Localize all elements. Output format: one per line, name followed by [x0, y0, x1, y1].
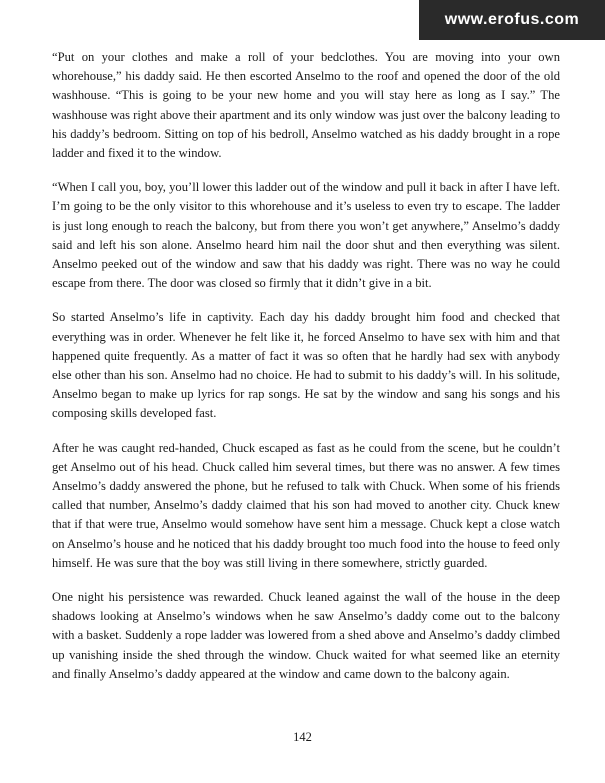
watermark-text: www.erofus.com — [444, 11, 580, 28]
site-watermark — [419, 0, 605, 40]
page-body — [52, 48, 560, 699]
paragraph-5: One night his persistence was rewarded. Chuck leaned against the wall of the house in the deep shadows looking at Anselmo’s windows when he saw Anselmo’s daddy come out to the balcony with a basket. Suddenly a rope ladder was lowered from a shed above and Anselmo’s daddy climbed up vanishing inside the shed through the window. Chuck waited for what seemed like an eternity and finally Anselmo’s daddy appeared at the window and came down to the balcony again. — [52, 590, 560, 681]
paragraph-3: So started Anselmo’s life in captivity. Each day his daddy brought him food and checked that everything was in order. Whenever he felt like it, he forced Anselmo to have sex with him and that happened quite frequently. As a matter of fact it was so often that he hardly had sex with anybody else other than his son. Anselmo had no choice. He had to submit to his daddy’s will. In his solitude, Anselmo began to make up lyrics for rap songs. He sat by the window and sang his songs and his composing skills developed fast. — [52, 310, 560, 421]
paragraph-1: “Put on your clothes and make a roll of your bedclothes. You are moving into your own whorehouse,” his daddy said. He then escorted Anselmo to the roof and opened the door of the old washhouse. “This is going to be your new home and you will stay here as long as I say.” The washhouse was right above their apartment and its only window was just over the balcony leading to his daddy’s bedroom. Sitting on top of his bedroll, Anselmo watched as his daddy brought in a rope ladder and fixed it to the window. — [52, 50, 560, 161]
paragraph-2: “When I call you, boy, you’ll lower this ladder out of the window and pull it back in after I have left. I’m going to be the only visitor to this whorehouse and it’s useless to even try to escape. The ladder is just long enough to reach the balcony, but from there you won’t get anywhere,” Anselmo’s daddy said and left his son alone. Anselmo heard him nail the door shut and then everything was silent. Anselmo peeked out of the window and saw that his daddy was right. There was no way he could escape from there. The door was closed so firmly that it didn’t give in a bit. — [52, 180, 560, 291]
page-number: 142 — [293, 730, 312, 744]
paragraph-4: After he was caught red-handed, Chuck escaped as fast as he could from the scene, but he couldn’t get Anselmo out of his head. Chuck called him several times, but there was no answer. A few times Anselmo’s daddy answered the phone, but he refused to talk with Chuck. When some of his friends called that number, Anselmo’s daddy claimed that his son had moved to another city. Chuck knew that if that were true, Anselmo would somehow have sent him a message. Chuck kept a close watch on Anselmo’s house and he noticed that his daddy brought too much food into the house to feed only himself. He was sure that the boy was still living in there somewhere, strictly guarded. — [52, 440, 560, 570]
